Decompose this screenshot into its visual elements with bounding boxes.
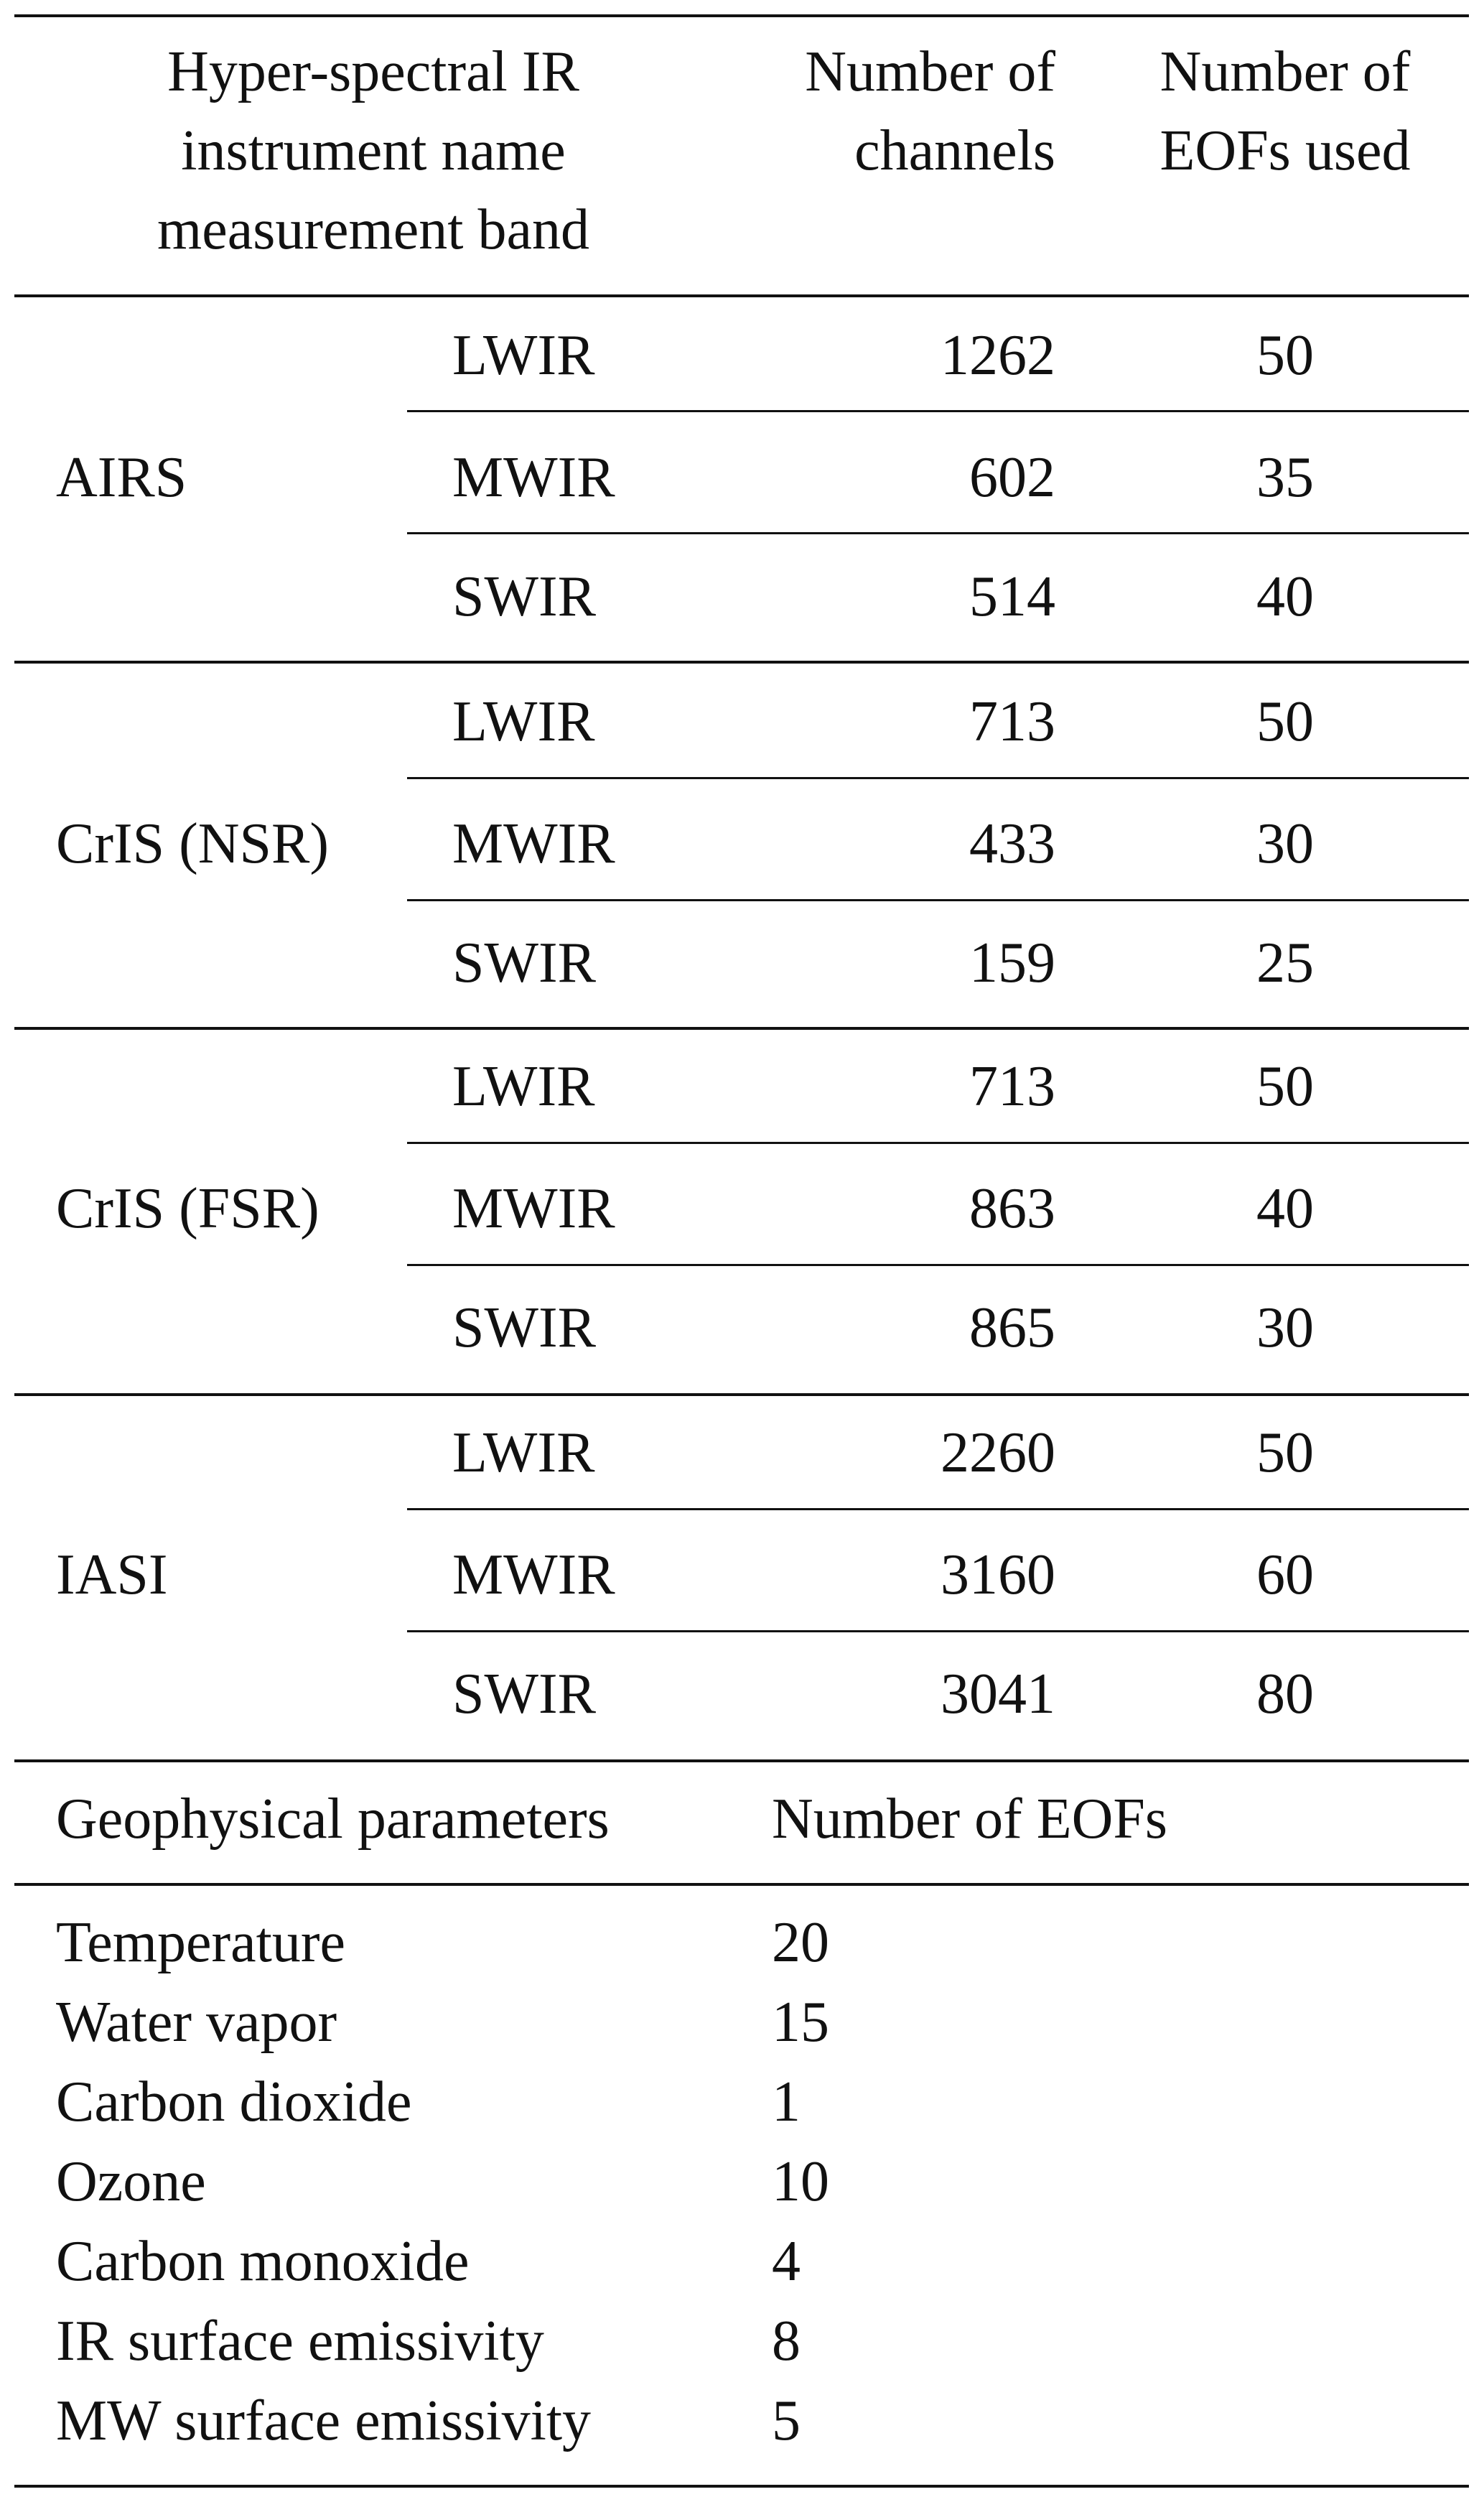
- group-rule: [14, 1027, 1469, 1030]
- band-rule: [407, 1630, 1469, 1632]
- band-cell: LWIR: [452, 1421, 595, 1484]
- geo-parameter-cell: MW surface emissivity: [56, 2389, 592, 2452]
- geo-eofs-cell: 8: [772, 2310, 801, 2373]
- eofs-cell: 50: [1256, 690, 1314, 753]
- channels-cell: 433: [969, 812, 1055, 875]
- header-instrument-line: instrument name: [181, 119, 566, 182]
- group-rule: [14, 661, 1469, 664]
- eofs-cell: 50: [1256, 1055, 1314, 1118]
- header-eofs: [1120, 32, 1450, 190]
- geo-header-eofs: Number of EOFs: [772, 1787, 1168, 1851]
- eofs-cell: 50: [1256, 1421, 1314, 1484]
- eofs-cell: 50: [1256, 324, 1314, 387]
- geo-parameter-cell: Carbon dioxide: [56, 2070, 412, 2134]
- band-cell: LWIR: [452, 1055, 595, 1118]
- band-rule: [407, 899, 1469, 901]
- band-cell: MWIR: [452, 446, 615, 509]
- band-cell: SWIR: [452, 565, 596, 628]
- header-eofs-line: EOFs used: [1159, 119, 1411, 182]
- band-cell: LWIR: [452, 690, 595, 753]
- header-channels-line: channels: [854, 119, 1055, 182]
- geo-parameter-cell: Water vapor: [56, 1991, 337, 2054]
- band-cell: MWIR: [452, 1177, 615, 1240]
- band-cell: SWIR: [452, 1296, 596, 1359]
- geo-header-rule: [14, 1883, 1469, 1886]
- header-instrument-line: Hyper-spectral IR: [167, 40, 579, 103]
- band-rule: [407, 1508, 1469, 1510]
- instrument-name: CrIS (FSR): [56, 1177, 319, 1240]
- band-cell: MWIR: [452, 812, 615, 875]
- channels-cell: 863: [969, 1177, 1055, 1240]
- eofs-cell: 80: [1256, 1662, 1314, 1726]
- geo-parameter-cell: IR surface emissivity: [56, 2310, 544, 2373]
- geo-eofs-cell: 10: [772, 2150, 829, 2213]
- band-cell: SWIR: [452, 1662, 596, 1726]
- geo-parameter-cell: Ozone: [56, 2150, 206, 2213]
- instrument-name: IASI: [56, 1543, 168, 1606]
- band-rule: [407, 410, 1469, 412]
- band-rule: [407, 532, 1469, 534]
- channels-cell: 514: [969, 565, 1055, 628]
- eofs-cell: 25: [1256, 931, 1314, 995]
- channels-cell: 602: [969, 446, 1055, 509]
- instrument-name: AIRS: [56, 446, 187, 509]
- geo-eofs-cell: 20: [772, 1911, 829, 1974]
- eofs-cell: 60: [1256, 1543, 1314, 1606]
- channels-cell: 865: [969, 1296, 1055, 1359]
- geo-eofs-cell: 15: [772, 1991, 829, 2054]
- header-channels: [718, 32, 1055, 190]
- geo-parameter-cell: Carbon monoxide: [56, 2230, 470, 2293]
- channels-cell: 2260: [941, 1421, 1055, 1484]
- channels-cell: 3160: [941, 1543, 1055, 1606]
- band-cell: SWIR: [452, 931, 596, 995]
- eofs-cell: 40: [1256, 565, 1314, 628]
- eofs-cell: 35: [1256, 446, 1314, 509]
- geo-eofs-cell: 4: [772, 2230, 801, 2293]
- band-cell: LWIR: [452, 324, 595, 387]
- eofs-cell: 30: [1256, 812, 1314, 875]
- geo-eofs-cell: 1: [772, 2070, 801, 2134]
- header-rule: [14, 294, 1469, 297]
- geo-eofs-cell: 5: [772, 2389, 801, 2452]
- channels-cell: 1262: [941, 324, 1055, 387]
- channels-cell: 3041: [941, 1662, 1055, 1726]
- group-rule: [14, 1393, 1469, 1396]
- header-channels-line: Number of: [805, 40, 1055, 103]
- band-rule: [407, 1264, 1469, 1266]
- channels-cell: 713: [969, 1055, 1055, 1118]
- eofs-cell: 30: [1256, 1296, 1314, 1359]
- eofs-cell: 40: [1256, 1177, 1314, 1240]
- section-rule: [14, 1759, 1469, 1762]
- header-instrument: [57, 32, 689, 269]
- channels-cell: 713: [969, 690, 1055, 753]
- channels-cell: 159: [969, 931, 1055, 995]
- header-eofs-line: Number of: [1159, 40, 1411, 103]
- header-instrument-line: measurement band: [157, 198, 589, 261]
- top-rule: [14, 14, 1469, 17]
- band-rule: [407, 777, 1469, 779]
- band-rule: [407, 1142, 1469, 1144]
- instrument-name: CrIS (NSR): [56, 812, 330, 875]
- geo-parameter-cell: Temperature: [56, 1911, 346, 1974]
- geo-header-parameter: Geophysical parameters: [56, 1787, 610, 1851]
- bottom-rule: [14, 2485, 1469, 2488]
- band-cell: MWIR: [452, 1543, 615, 1606]
